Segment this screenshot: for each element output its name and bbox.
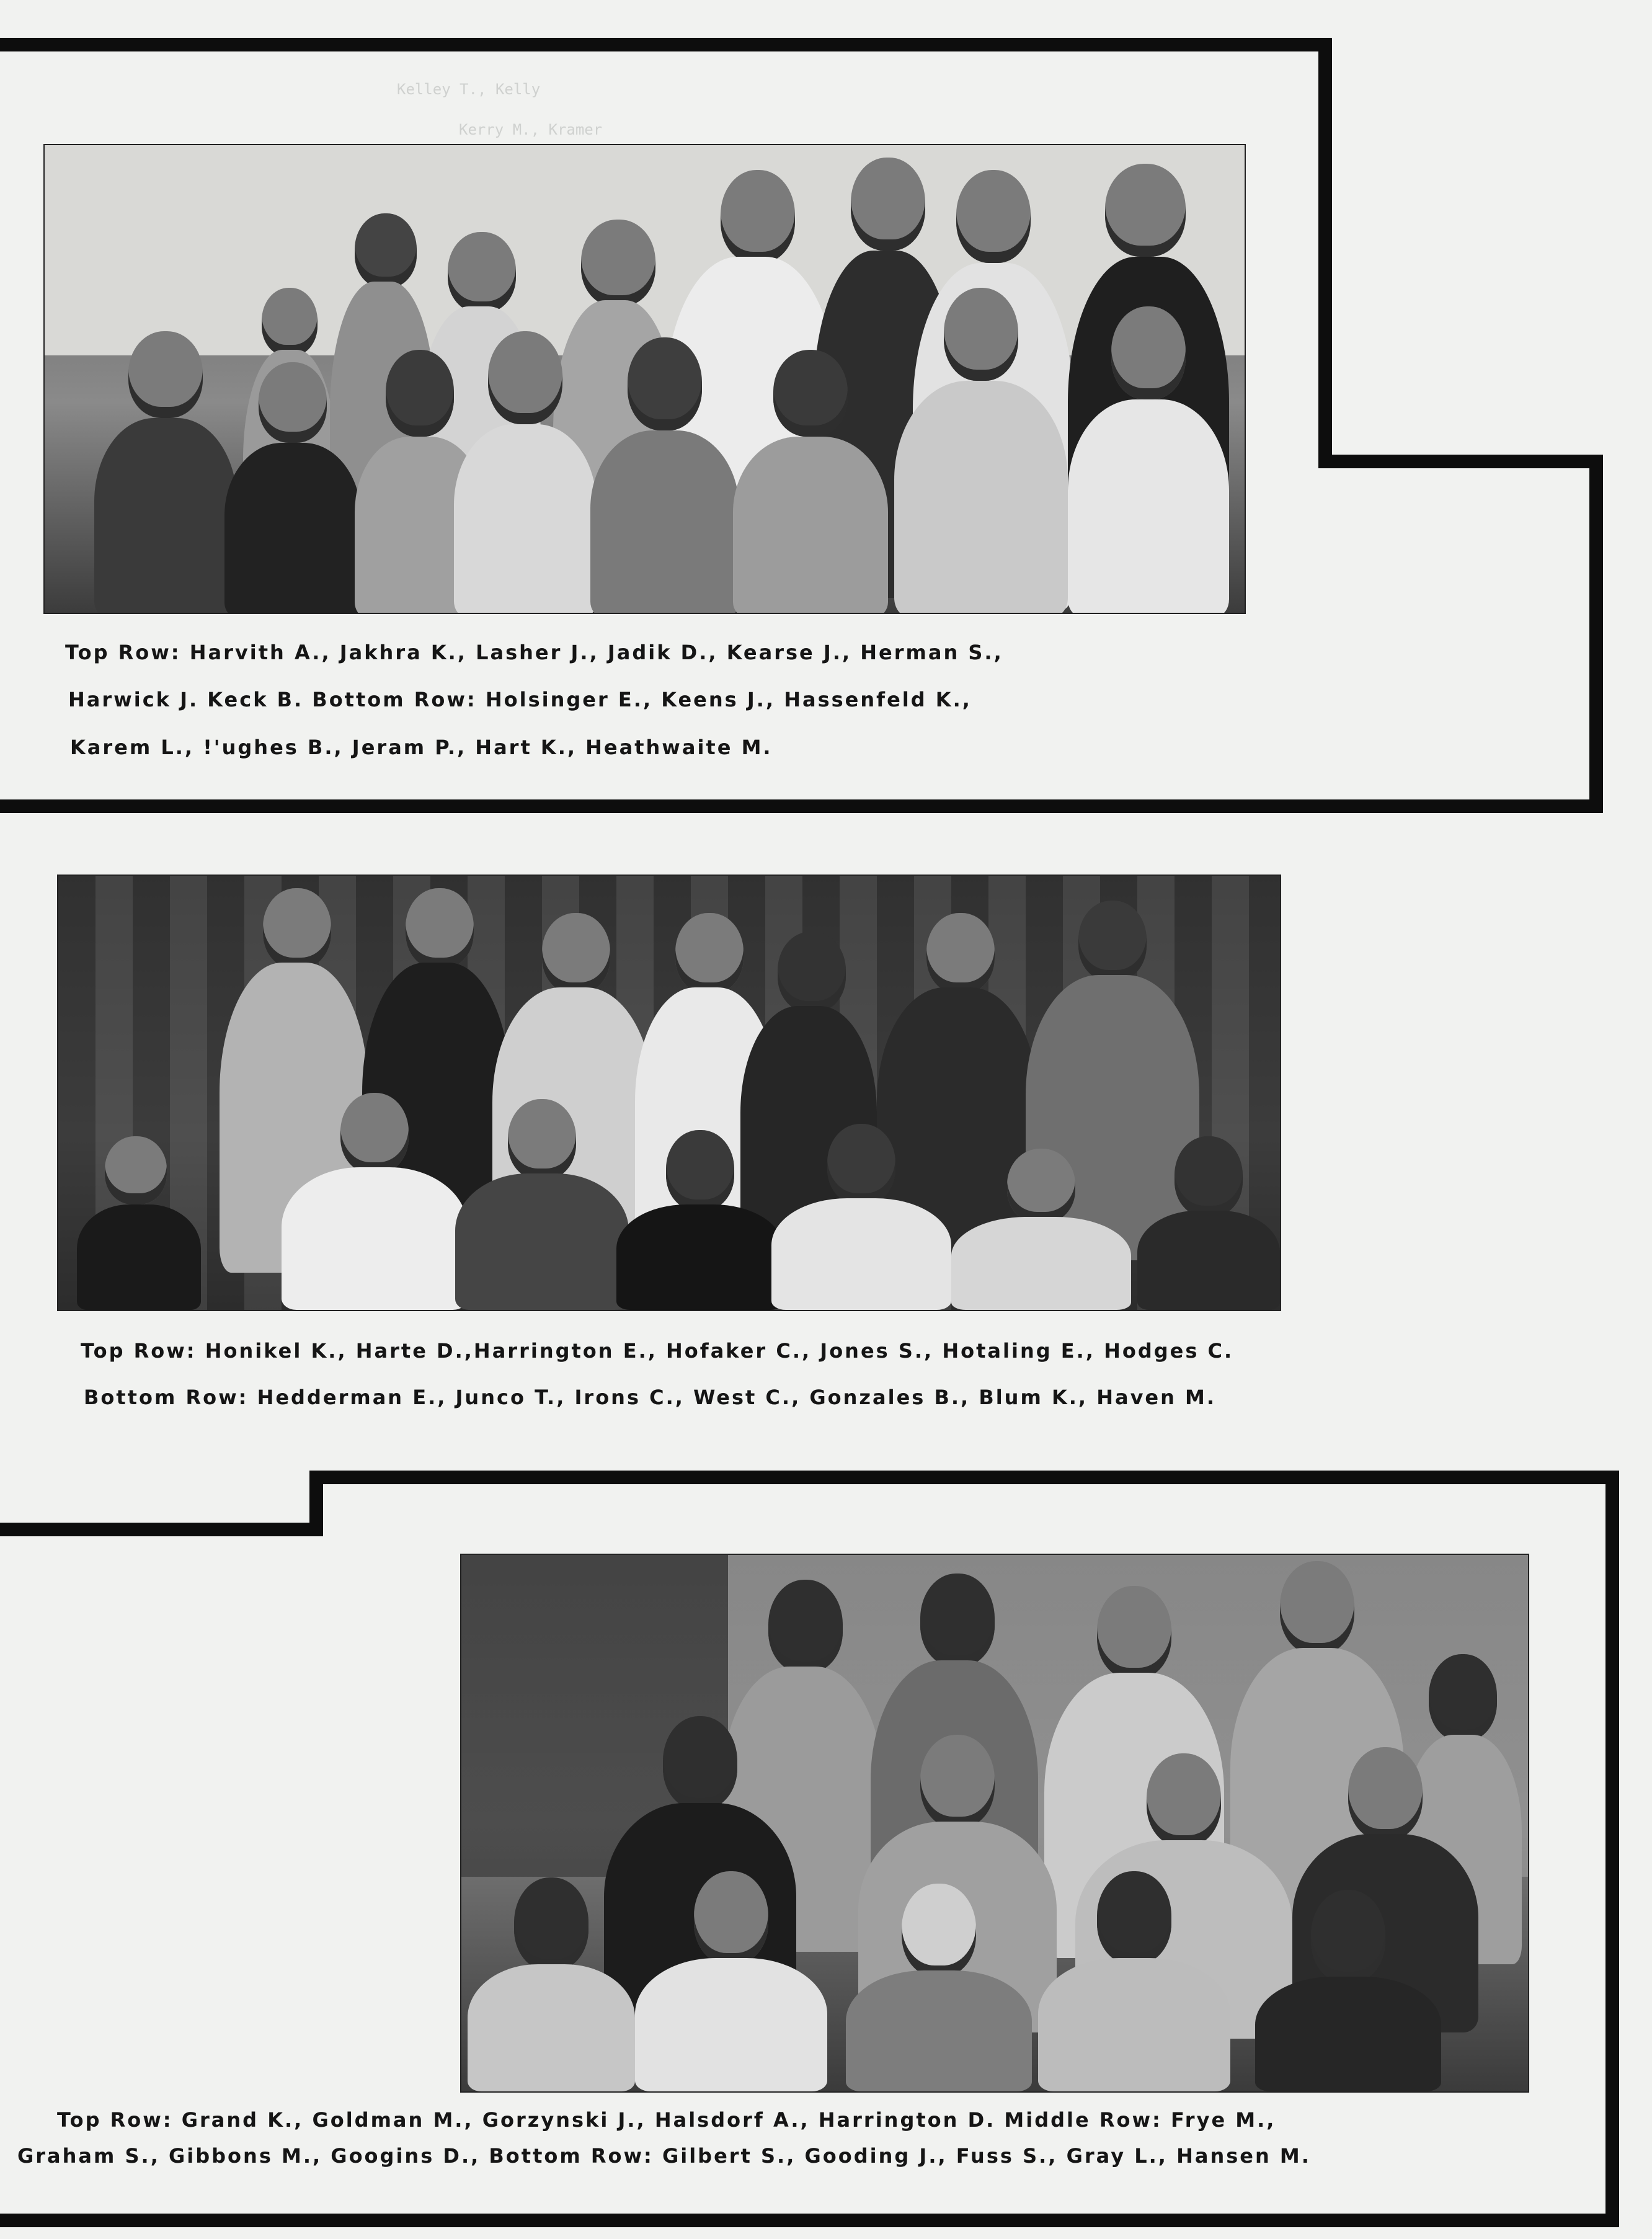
student-figure — [455, 1099, 629, 1310]
student-figure — [468, 1877, 635, 2091]
student-figure — [77, 1136, 201, 1310]
student-figure — [951, 1149, 1131, 1310]
student-figure — [635, 1871, 827, 2091]
bleed-through-text: Kerry M., Kramer — [459, 121, 603, 138]
student-figure — [1137, 1136, 1280, 1310]
student-figure — [616, 1130, 784, 1310]
caption-line: Karem L., !'ughes B., Jeram P., Hart K., Heathwaite M. — [70, 736, 773, 759]
student-figure — [771, 1124, 951, 1310]
student-figure — [1068, 306, 1229, 614]
caption-line: Bottom Row: Hedderman E., Junco T., Irons C., West C., Gonzales B., Blum K., Haven M. — [84, 1386, 1217, 1409]
caption-line: Top Row: Honikel K., Harte D.,Harrington E., Hofaker C., Jones S., Hotaling E., Hodges C. — [81, 1339, 1234, 1363]
caption-line: Top Row: Grand K., Goldman M., Gorzynski J., Halsdorf A., Harrington D. Middle Row: Frye M., — [57, 2108, 1276, 2132]
caption-line: Graham S., Gibbons M., Googins D., Bottom Row: Gilbert S., Gooding J., Fuss S., Gray L., Hansen M. — [17, 2144, 1311, 2168]
student-figure — [94, 331, 237, 614]
group-photo-3 — [460, 1554, 1529, 2093]
student-figure — [282, 1093, 468, 1310]
caption-line: Top Row: Harvith A., Jakhra K., Lasher J., Jadik D., Kearse J., Herman S., — [65, 641, 1003, 664]
student-figure — [894, 288, 1068, 614]
student-figure — [846, 1884, 1032, 2091]
student-figure — [1038, 1871, 1230, 2091]
bleed-through-text: Kelley T., Kelly — [397, 81, 541, 98]
student-figure — [1255, 1890, 1441, 2091]
student-figure — [733, 350, 888, 614]
group-photo-1 — [43, 144, 1246, 614]
student-figure — [590, 337, 739, 614]
student-figure — [454, 331, 597, 614]
group-photo-2 — [57, 875, 1281, 1311]
caption-line: Harwick J. Keck B. Bottom Row: Holsinger E., Keens J., Hassenfeld K., — [68, 688, 972, 711]
student-figure — [224, 362, 361, 614]
